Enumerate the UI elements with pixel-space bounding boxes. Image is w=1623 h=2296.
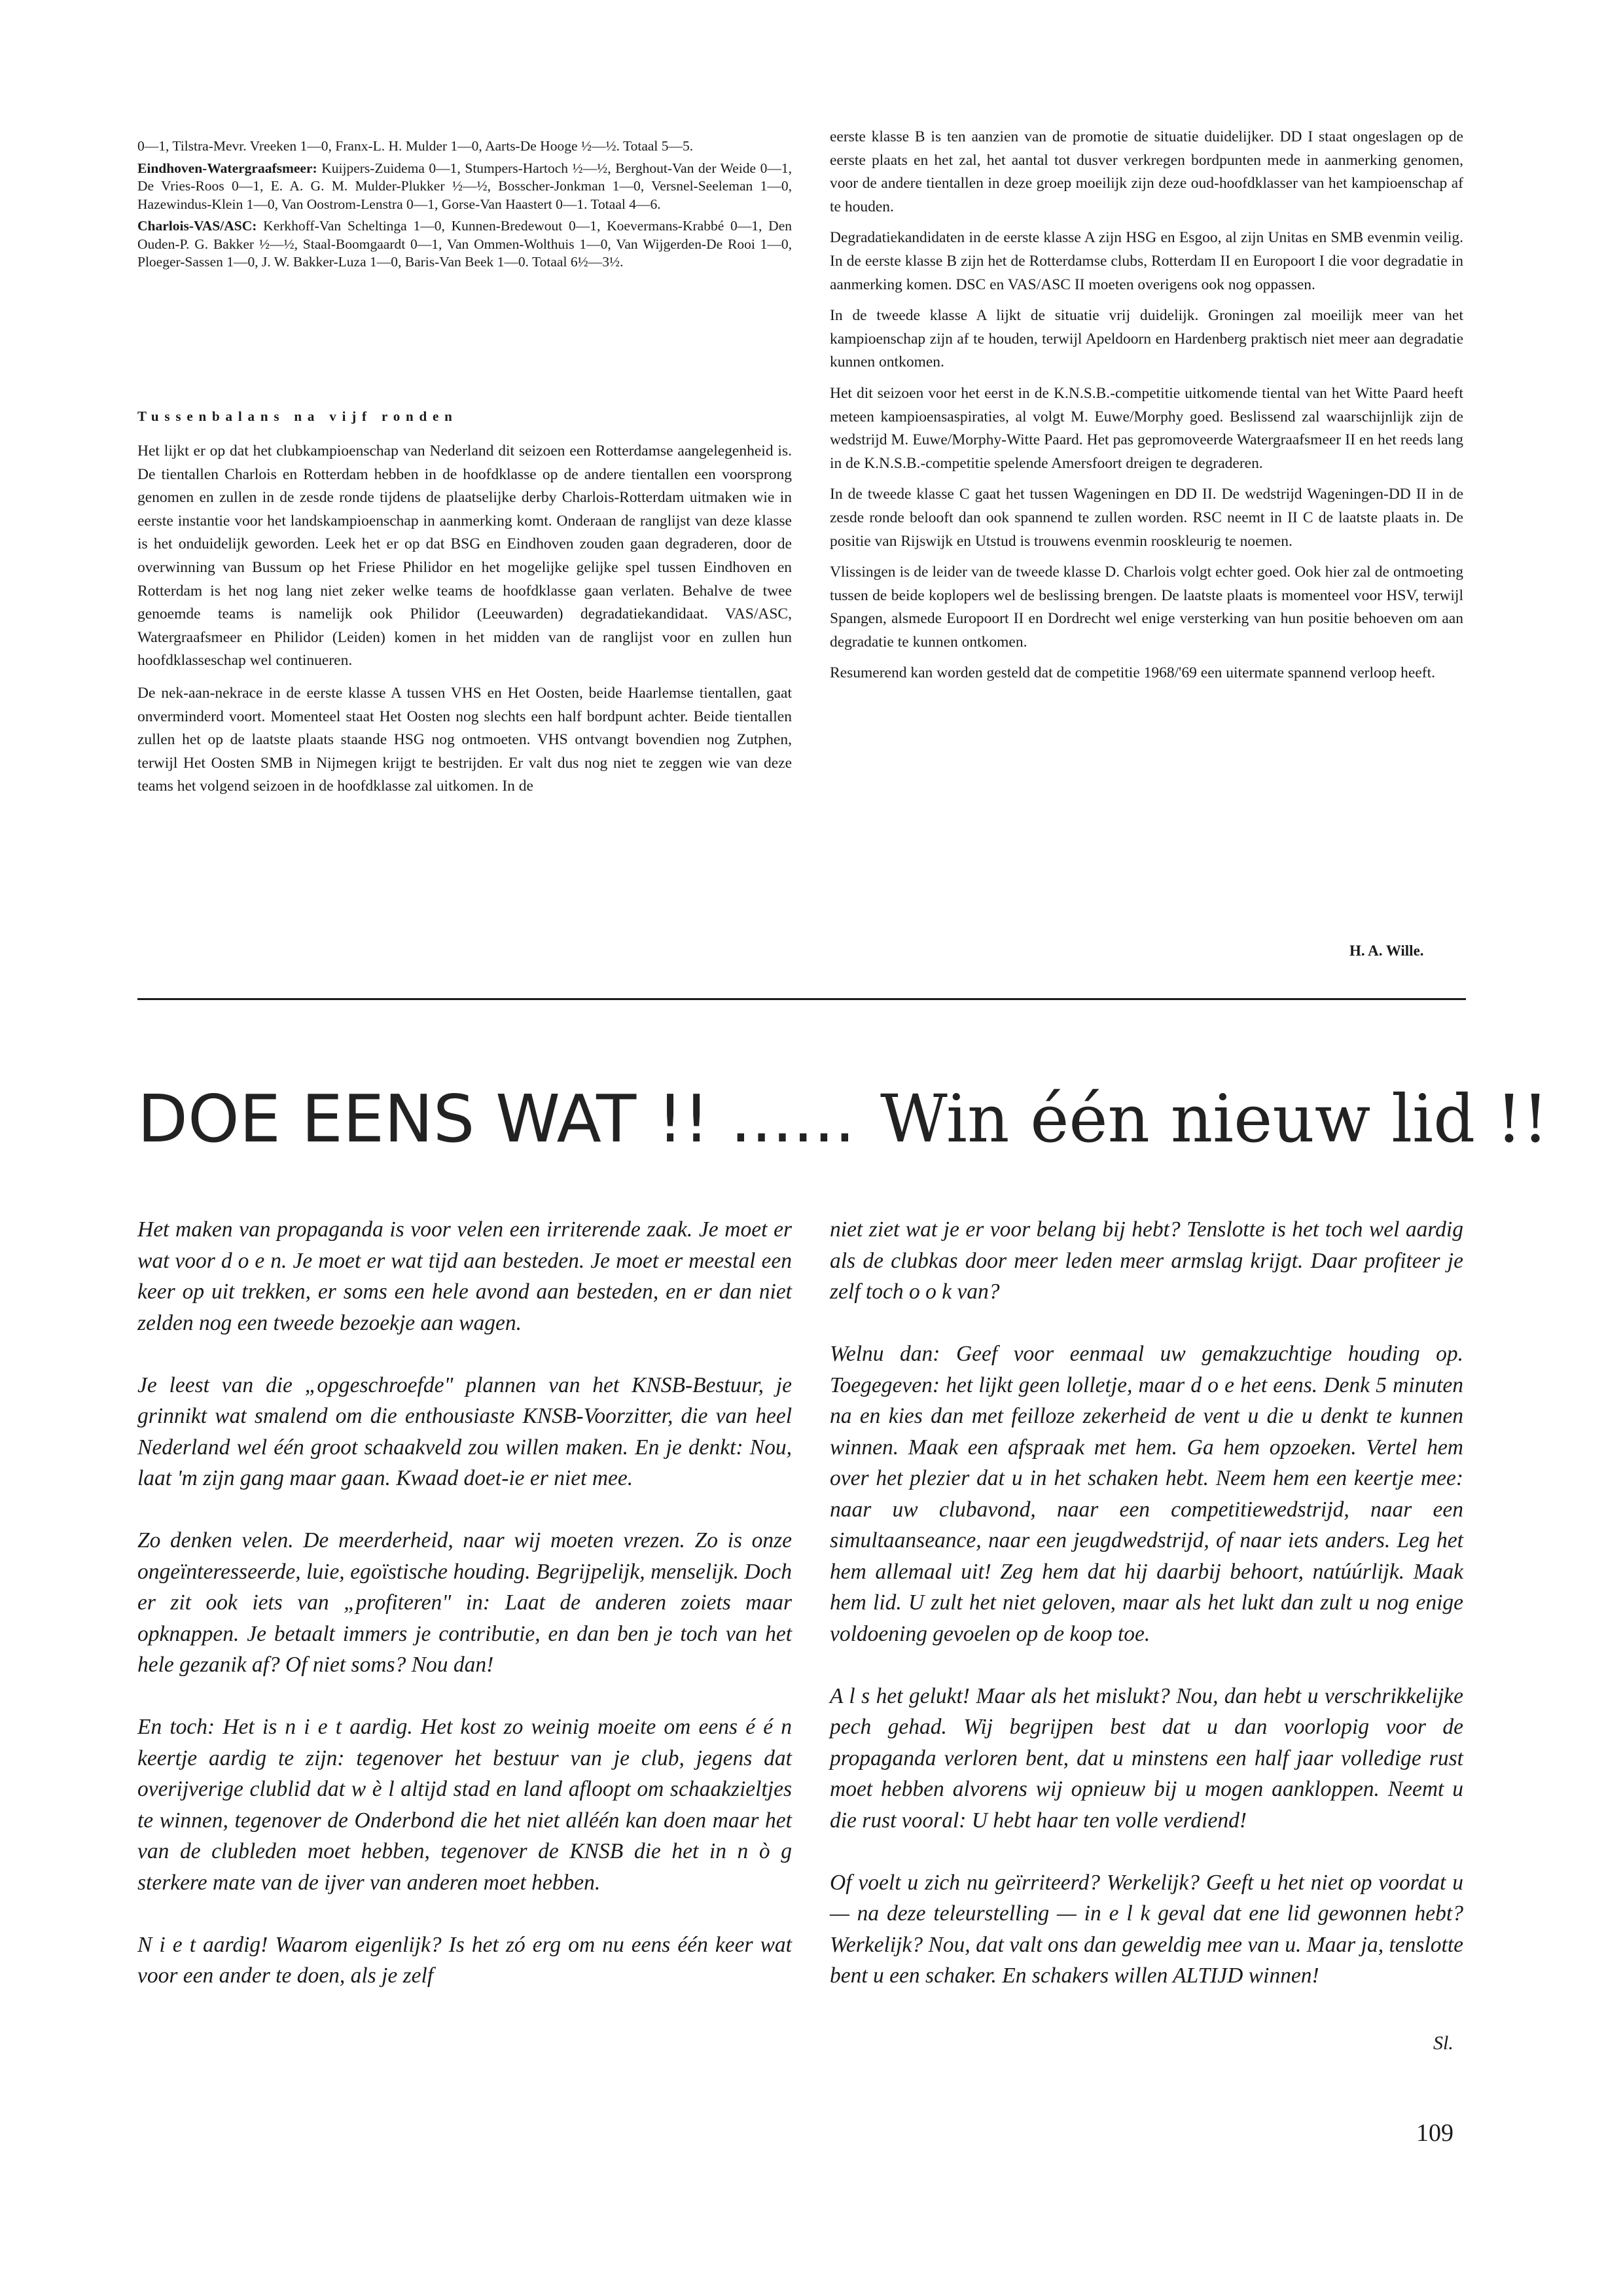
competition-article-left bbox=[137, 440, 792, 808]
propaganda-headline bbox=[137, 1080, 1549, 1158]
article-paragraph: In de tweede klasse C gaat het tussen Wageningen en DD II. De wedstrijd Wageningen-DD II in de zesde ronde belooft dan ook spannend te zullen worden. RSC neemt in II C de laatste plaats in. De positie van Rijswijk en Utstud is trouwens evenmin rooskleurig te noemen. bbox=[830, 486, 1463, 550]
match-scores: Kerkhoff-Van Scheltinga 1—0, Kunnen-Bredewout 0—1, Koevermans-Krabbé 0—1, Den Ouden-P. G. Bakker ½—½, Staal-Boomgaardt 0—1, Van Ommen-Wolthuis 1—0, Van Wijgerden-De Rooi 1—0, Ploeger-Sassen 1—0, J. W. Bakker-Luza 1—0, Baris-Van Beek 1—0. Totaal 6½—3½. bbox=[137, 218, 792, 270]
headline-left: DOE EENS WAT !! ...... bbox=[137, 1081, 855, 1157]
article-paragraph: A l s het gelukt! Maar als het mislukt? Nou, dan hebt u verschrikkelijke pech gehad. Wij begrijpen best dat u dan voorlopig voor de propaganda verloren bent, dat u minstens een half jaar volledige rust moet hebben alvorens wij opnieuw bij u mogen aankloppen. Neemt u die rust vooral: U hebt haar ten volle verdiend! bbox=[830, 1683, 1463, 1833]
results-paragraph: 0—1, Tilstra-Mevr. Vreeken 1—0, Franx-L. H. Mulder 1—0, Aarts-De Hooge ½—½. Totaal 5—5. bbox=[137, 138, 694, 154]
section-divider bbox=[137, 998, 1466, 1000]
article-paragraph: Resumerend kan worden gesteld dat de competitie 1968/'69 een uitermate spannend verloop heeft. bbox=[830, 664, 1436, 682]
propaganda-article-right bbox=[830, 1214, 1463, 2022]
results-paragraph bbox=[137, 160, 792, 214]
article-paragraph: De nek-aan-nekrace in de eerste klasse A tussen VHS en Het Oosten, beide Haarlemse tientallen, gaat onverminderd voort. Momenteel staat Het Oosten nog slechts een half bordpunt achter. Beide tientallen zullen het op de laatste plaats staande HSG nog ontmoeten. VHS ontvangt bovendien nog Zutphen, terwijl Het Oosten SMB in Nijmegen krijgt te bestrijden. Er valt dus nog niet te zeggen wie van deze teams het volgend seizoen in de hoofdklasse zal uitkomen. In de bbox=[137, 684, 792, 795]
article-paragraph: In de tweede klasse A lijkt de situatie vrij duidelijk. Groningen zal moeilijk meer van het kampioenschap zijn af te houden, terwijl Apeldoorn en Hardenberg praktisch niet meer aan degradatie kunnen ontkomen. bbox=[830, 307, 1463, 371]
propaganda-signature: Sl. bbox=[1433, 2032, 1454, 2054]
author-signature: H. A. Wille. bbox=[1349, 942, 1424, 959]
competition-article-right bbox=[830, 126, 1463, 693]
article-paragraph: Degradatiekandidaten in de eerste klasse A zijn HSG en Esgoo, al zijn Unitas en SMB evenmin veilig. In de eerste klasse B zijn het de Rotterdamse clubs, Rotterdam II en Europoort I die voor degradatie in aanmerking komen. DSC en VAS/ASC II moeten overigens ook nog oppassen. bbox=[830, 229, 1463, 293]
article-paragraph: En toch: Het is n i e t aardig. Het kost zo weinig moeite om eens é é n keertje aardig te zijn: tegenover het bestuur van je club, jegens dat overijverige clublid dat w è l altijd stad en land afloopt om schaakzieltjes te winnen, tegenover de Onderbond die het niet alléén kan doen maar het van de clubleden moet hebben, tegenover de KNSB die het in n ò g sterkere mate van de ijver van anderen moet hebben. bbox=[137, 1715, 792, 1895]
article-paragraph: N i e t aardig! Waarom eigenlijk? Is het zó erg om nu eens één keer wat voor een ander te doen, als je zelf bbox=[137, 1932, 792, 1988]
article-paragraph: Vlissingen is de leider van de tweede klasse D. Charlois volgt echter goed. Ook hier zal de ontmoeting tussen de beide koplopers wel de beslissing brengen. De laatste plaats is momenteel voor HSV, terwijl Spangen, alsmede Europoort II en Dordrecht wel enige versterking van hun positie behoeven om aan degradatie te kunnen ontkomen. bbox=[830, 564, 1463, 651]
article-paragraph: Het dit seizoen voor het eerst in de K.N.S.B.-competitie uitkomende tiental van het Witte Paard heeft meteen kampioensaspiraties, al volgt M. Euwe/Morphy goed. Beslissend zal waarschijnlijk zijn de wedstrijd M. Euwe/Morphy-Witte Paard. Het pas gepromoveerde Watergraafsmeer II en het reeds lang in de K.N.S.B.-competitie spelende Amersfoort dreigen te degraderen. bbox=[830, 384, 1463, 472]
article-paragraph: Zo denken velen. De meerderheid, naar wij moeten vrezen. Zo is onze ongeïnteresseerde, luie, egoïstische houding. Begrijpelijk, menselijk. Doch er zit ook iets van „profiteren" in: Laat de anderen zoiets maar opknappen. Je betaalt immers je contributie, en dan ben je toch van het hele gezanik af? Of niet soms? Nou dan! bbox=[137, 1528, 792, 1677]
article-paragraph: Het lijkt er op dat het clubkampioenschap van Nederland dit seizoen een Rotterdamse aangelegenheid is. De tientallen Charlois en Rotterdam hebben in de hoofdklasse op de andere tientallen een voorsprong genomen en zullen in de zesde ronde tijdens de plaatselijke derby Charlois-Rotterdam uitmaken wie in eerste instantie voor het landskampioenschap in aanmerking komt. Onderaan de ranglijst van deze klasse is het onduidelijk geworden. Leek het er op dat BSG en Eindhoven zouden gaan degraderen, door de overwinning van Bussum op het Friese Philidor en het mogelijke gelijke spel tussen Eindhoven en Rotterdam is het nog lang niet zeker welke teams de hoofdklasse gaan verlaten. Behalve de twee genoemde teams is namelijk ook Philidor (Leeuwarden) degradatiekandidaat. VAS/ASC, Watergraafsmeer en Philidor (Leiden) komen in het midden van de ranglijst voor en zullen hun hoofdklasseschap wel continueren. bbox=[137, 442, 792, 670]
article-paragraph: Het maken van propaganda is voor velen een irriterende zaak. Je moet er wat voor d o e n. Je moet er wat tijd aan besteden. Je moet er meestal een keer op uit trekken, er soms een hele avond aan besteden, en er dan niet zelden nog een tweede bezoekje aan wagen. bbox=[137, 1217, 792, 1335]
results-paragraph bbox=[137, 217, 792, 272]
article-paragraph: niet ziet wat je er voor belang bij hebt? Tenslotte is het toch wel aardig als de clubkas door meer leden meer armslag krijgt. Daar profiteer je zelf toch o o k van? bbox=[830, 1217, 1463, 1304]
match-results bbox=[137, 137, 792, 276]
article-paragraph: eerste klasse B is ten aanzien van de promotie de situatie duidelijker. DD I staat ongeslagen op de eerste plaats en het zal, het aantal tot dusver verkregen bordpunten mede in aanmerking genomen, voor de andere tientallen in deze groep moeilijk zijn deze oud-hoofdklasser van het kampioenschap af te houden. bbox=[830, 128, 1463, 215]
article-paragraph: Je leest van die „opgeschroefde" plannen van het KNSB-Bestuur, je grinnikt wat smalend om die enthousiaste KNSB-Voorzitter, die van heel Nederland wel één groot schaakveld zou willen maken. En je denkt: Nou, laat 'm zijn gang maar gaan. Kwaad doet-ie er niet mee. bbox=[137, 1372, 792, 1490]
page-number: 109 bbox=[1416, 2119, 1454, 2147]
article-paragraph: Of voelt u zich nu geïrriteerd? Werkelijk? Geeft u het niet op voordat u — na deze teleurstelling — in e l k geval dat ene lid gewonnen hebt? Werkelijk? Nou, dat valt ons dan geweldig mee van u. Maar ja, tenslotte bent u een schaker. En schakers willen ALTIJD winnen! bbox=[830, 1870, 1463, 1988]
match-title: Charlois-VAS/ASC: bbox=[137, 218, 257, 234]
match-scores: Kuijpers-Zuidema 0—1, Stumpers-Hartoch ½—½, Berghout-Van der Weide 0—1, De Vries-Roos 0—1, E. A. G. M. Mulder-Plukker ½—½, Bosscher-Jonkman 1—0, Versnel-Seeleman 1—0, Hazewindus-Klein 1—0, Van Oostrom-Lenstra 0—1, Gorse-Van Haastert 0—1. Totaal 4—6. bbox=[137, 160, 792, 212]
article-paragraph: Welnu dan: Geef voor eenmaal uw gemakzuchtige houding op. Toegegeven: het lijkt geen lolletje, maar d o e het eens. Denk 5 minuten na en kies dan met feilloze zekerheid de vent u die u denkt te kunnen winnen. Maak een afspraak met hem. Ga hem opzoeken. Vertel hem over het plezier dat u in het schaken hebt. Neem hem een keertje mee: naar uw clubavond, naar een competitiewedstrijd, naar een simultaanseance, naar een jeugdwedstrijd, of naar iets anders. Leg het hem allemaal uit! Zeg hem dat hij daarbij behoort, natúúrlijk. Maak hem lid. U zult het niet geloven, maar als het lukt dan zult u nog enige voldoening gevoelen op de koop toe. bbox=[830, 1342, 1463, 1646]
section-heading: Tussenbalans na vijf ronden bbox=[137, 408, 458, 424]
headline-right: Win één nieuw lid !! bbox=[880, 1081, 1549, 1157]
match-title: Eindhoven-Watergraafsmeer: bbox=[137, 160, 317, 176]
propaganda-article-left bbox=[137, 1214, 792, 2022]
